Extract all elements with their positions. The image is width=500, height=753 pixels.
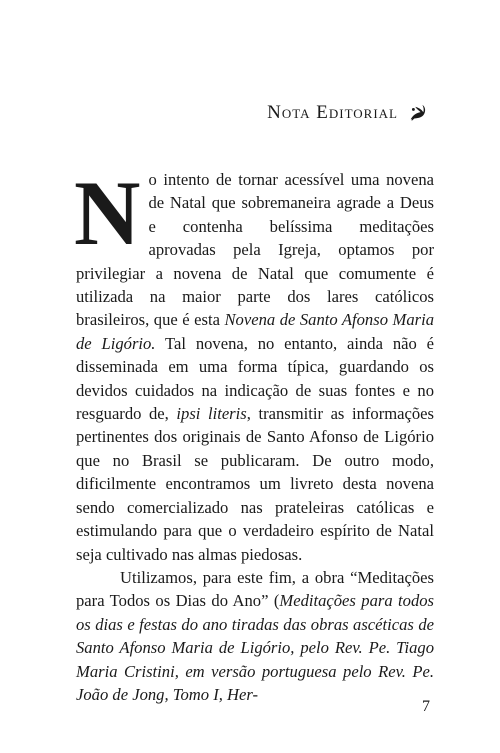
- paragraph-2: [76, 566, 434, 706]
- paragraph-1-text-c: , transmitir as informações pertinentes dos originais de Santo Afonso de Ligório que no Brasil se publicaram. De outro modo, dificilmente encontramos um livreto desta novena sendo comercializado nas prateleiras católicas e estimulando para que o verdadeiro espírito de Natal seja cultivado nas almas piedosas.: [76, 404, 434, 564]
- paragraph-2-italic-citation: Meditações para todos os dias e festas do ano tiradas das obras ascéticas de Santo Afonso Maria de Ligório, pelo Rev. Pe. Tiago Maria Cristini, em versão portuguesa pelo Rev. Pe. João de Jong, Tomo I, Her-: [76, 591, 434, 704]
- paragraph-1: [74, 162, 434, 566]
- paragraph-1-italic-title: Novena de Santo Afonso Maria de Ligório.: [76, 310, 434, 353]
- running-header: [267, 102, 426, 124]
- paragraph-1-text-a: o intento de tornar acessível uma novena de Natal que sobremaneira agrade a Deus e contenha belíssima meditações aprovadas pela Igreja, optamos por privilegiar a novena de Natal que comumente é utilizada na maior parte dos lares católicos brasileiros, que é esta: [76, 170, 434, 330]
- body-text: [74, 162, 434, 706]
- drop-cap: N: [74, 162, 141, 264]
- paragraph-1-italic-latin: ipsi literis: [176, 404, 247, 424]
- fleuron-icon: [408, 104, 426, 122]
- section-title: Nota Editorial: [267, 102, 398, 123]
- page-number: 7: [422, 698, 430, 715]
- paragraph-2-text-a: Utilizamos, para este fim, a obra “Meditações para Todos os Dias do Ano” (: [76, 567, 434, 611]
- paragraph-1-text-b: Tal novena, no entanto, ainda não é disseminada em uma forma típica, guardando os devidos cuidados na indicação de suas fontes e no resguardo de,: [76, 333, 434, 424]
